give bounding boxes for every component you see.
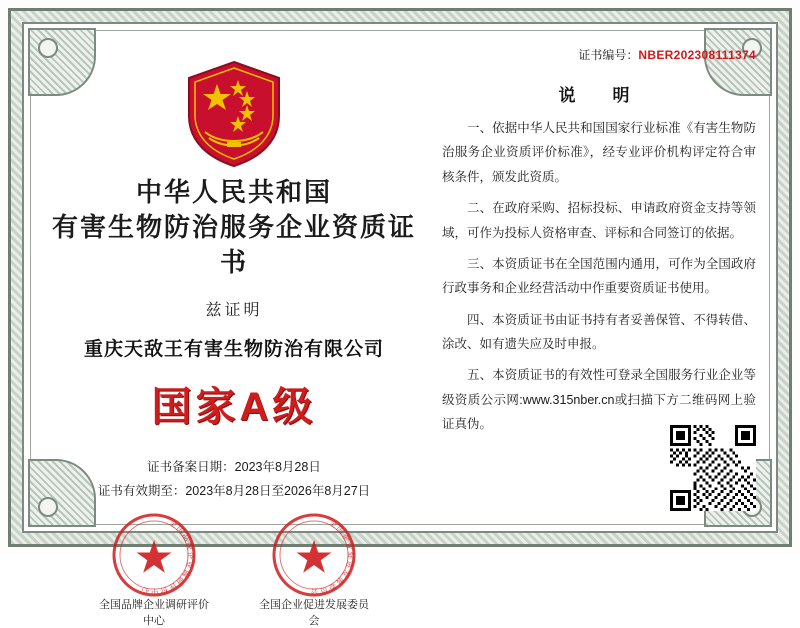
certificate-left-column xyxy=(44,44,424,627)
note-clause-3: 三、本资质证书在全国范围内通用，可作为全国政府行政事务和企业经营活动中作重要资质证书使用。 xyxy=(442,256,756,296)
certificate-title-line2: 有害生物防治服务企业资质证书 xyxy=(51,213,416,279)
note-clause-2: 二、在政府采购、招标投标、申请政府资金支持等领域，可作为投标人资格审查、评标和合同签订的依据。 xyxy=(442,201,756,240)
certificate-number-value: NBER202308111374 xyxy=(638,48,756,62)
seal-caption: 全国品牌企业调研评价中心 xyxy=(99,598,209,627)
record-date-value: 2023年8月28日 xyxy=(234,460,321,475)
certificate-title xyxy=(44,176,424,281)
record-date-row xyxy=(44,456,424,480)
national-emblem-icon xyxy=(175,58,293,170)
verification-qr-code[interactable] xyxy=(670,425,756,511)
seal-item xyxy=(254,512,374,628)
svg-text:全国品牌企业调研评价中心: 全国品牌企业调研评价中心 xyxy=(139,517,196,596)
valid-date-row xyxy=(44,480,424,504)
note-clause-1: 一、依据中华人民共和国国家行业标准《有害生物防治服务企业资质评价标准》，经专业评价机构评定符合审核条件，颁发此资质。 xyxy=(442,121,756,184)
valid-date-value: 2023年8月28日至2026年8月27日 xyxy=(185,484,371,499)
note-clause-4: 四、本资质证书由证书持有者妥善保管、不得转借、涂改、如有遗失应及时申报。 xyxy=(442,312,756,351)
certificate-title-line1: 中华人民共和国 xyxy=(135,178,332,208)
date-block xyxy=(44,456,424,504)
company-name: 重庆天敌王有害生物防治有限公司 xyxy=(83,339,384,361)
note-clause-5: 五、本资质证书的有效性可登录全国服务行业企业等级资质公示网:www.315nber.cn或扫描下方二维码网上验证真伪。 xyxy=(442,368,756,432)
seal-group xyxy=(44,512,424,628)
certify-label: 兹证明 xyxy=(205,302,263,320)
seal-item xyxy=(94,512,214,628)
grade-badge: 国家A级 xyxy=(151,385,317,430)
valid-date-label: 证书有效期至： xyxy=(97,484,186,499)
certificate-content xyxy=(44,44,756,627)
seal-caption: 全国企业促进发展委员会 xyxy=(259,598,369,627)
record-date-label: 证书备案日期： xyxy=(147,460,235,475)
certificate-right-column xyxy=(424,44,756,511)
notes-title: 说 明 xyxy=(558,86,640,105)
svg-text:全国企业促进发展委员会: 全国企业促进发展委员会 xyxy=(309,517,356,596)
certificate-number xyxy=(442,46,756,63)
certificate-number-label: 证书编号： xyxy=(578,48,639,62)
